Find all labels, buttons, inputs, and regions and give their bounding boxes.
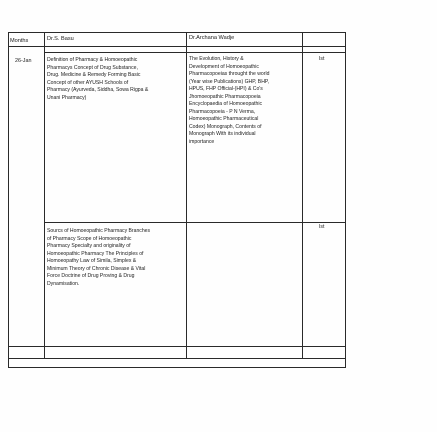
table-bottom-border	[8, 358, 346, 359]
row2-term: Ist	[319, 224, 325, 230]
col-divider-1	[44, 32, 45, 358]
header-dr-wadje: Dr.Archana Wadje	[189, 35, 235, 41]
table-top-border	[8, 32, 346, 33]
table-right-border	[345, 32, 346, 367]
header-rule-2	[44, 52, 346, 53]
header-bottom-border	[8, 46, 346, 47]
row1-dr-basu-topics: Definition of Pharmacy & Homoeopathic Pharmacys Concept of Drug Substance, Drug. Medicine & Remedy Forming Basic Concept of other AYUSH Schools of Pharmacy (Ayurveda, Siddha, Sowa Rigpa & Unani Pharmacy)	[47, 57, 149, 101]
table-rule-extra	[8, 367, 346, 368]
header-dr-basu: Dr.S. Basu	[47, 36, 74, 42]
row1-month: 26-Jan	[15, 58, 32, 64]
row1-bottom-border	[44, 222, 346, 223]
col-divider-3	[302, 32, 303, 358]
row1-term: Ist	[319, 56, 325, 62]
row2-dr-basu-topics: Sourcs of Homoeopathic Pharmacy Branches of Pharmacy Scope of Homoeopathic Pharmacy Specialty and originality of Homoeopathic Pharmacy The Principles of Homoeopathy Law of Simila, Simplex & Minimum Theory of Chronic Disease & Vital Force Doctrine of Drug Proving & Drug Dynamisation.	[47, 228, 151, 287]
header-months: Months	[10, 38, 29, 44]
col-divider-2	[186, 32, 187, 358]
row1-dr-wadje-topics: The Evolution, History & Development of Homoeopathic Pharmacopoeias throught the world (Year wise Publications) GHP, BHP, HPUS, FHP Official-(HPI) & Co's Jhomoeopathic Pharmacopoeia Encyclopaedia of Homoeopathic Pharmacopoeia - P N Verma, Homoeopathic Pharmaceutical Codex) Monograph, Contents of Monograph With its individual importance	[189, 56, 270, 145]
table-left-border	[8, 32, 9, 367]
row2-bottom-border	[8, 346, 346, 347]
